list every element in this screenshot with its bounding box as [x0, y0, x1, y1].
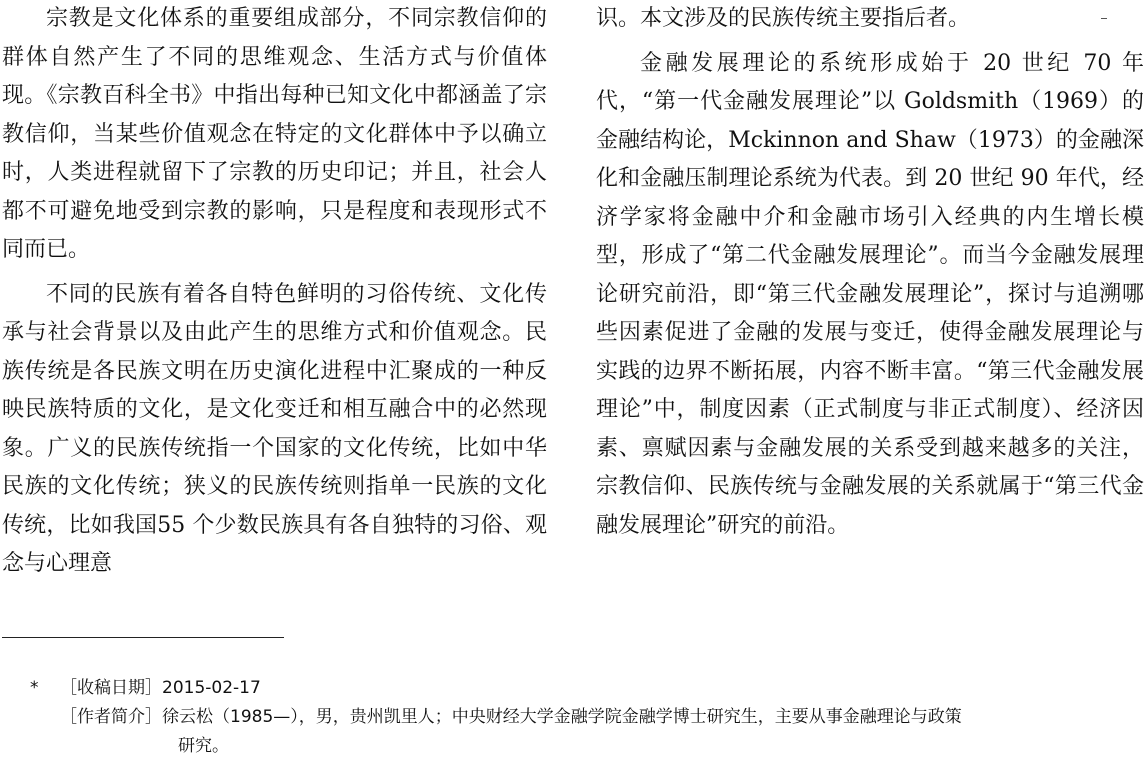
footnote-asterisk: *: [30, 678, 39, 698]
footnote-divider: [2, 637, 284, 638]
footnote-author: [30, 703, 1142, 761]
author-bio: 徐云松（1985—），男，贵州凯里人；中央财经大学金融学院金融学博士研究生，主要从事金融理论与政策: [162, 707, 962, 727]
received-label: ［收稿日期］: [60, 678, 162, 698]
body-paragraph-financial-theory: 金融发展理论的系统形成始于 20 世纪 70 年代，“第一代金融发展理论”以 Goldsmith（1969）的金融结构论，Mckinnon and Shaw（1973）的金融深化和金融压制理论系统为代表。到 20 世纪 90 年代，经济学家将金融中介和金融市场引入经典的内生增长模型，形成了“第二代金融发展理论”。而当今金融发展理论研究前沿，即“第三代金融发展理论”，探讨与追溯哪些因素促进了金融的发展与变迁，使得金融发展理论与实践的边界不断拓展，内容不断丰富。“第三代金融发展理论”中，制度因素（正式制度与非正式制度）、经济因素、禀赋因素与金融发展的关系受到越来越多的关注，宗教信仰、民族传统与金融发展的关系就属于“第三代金融发展理论”研究的前沿。: [596, 50, 1144, 538]
body-paragraph-ethnic-tradition: 不同的民族有着各自特色鲜明的习俗传统、文化传承与社会背景以及由此产生的思维方式和价值观念。民族传统是各民族文明在历史演化进程中汇聚成的一种反映民族特质的文化，是文化变迁和相互融合中的必然现象。广义的民族传统指一个国家的文化传统，比如中华民族的文化传统；狭义的民族传统则指单一民族的文化传统，比如我国55 个少数民族具有各自独特的习俗、观念与心理意: [2, 281, 547, 576]
left-text-column: [2, 0, 547, 584]
body-paragraph-religion: 宗教是文化体系的重要组成部分，不同宗教信仰的群体自然产生了不同的思维观念、生活方式与价值体现。《宗教百科全书》中指出每种已知文化中都涵盖了宗教信仰，当某些价值观念在特定的文化群体中予以确立时，人类进程就留下了宗教的历史印记；并且，社会人都不可避免地受到宗教的影响，只是程度和表现形式不同而已。: [2, 6, 547, 262]
author-bio-continued: 研究。: [178, 736, 229, 756]
print-speck: [1101, 18, 1107, 19]
footnote-received: [30, 674, 1142, 703]
body-paragraph-continuation: 识。本文涉及的民族传统主要指后者。: [596, 6, 971, 31]
author-label: ［作者简介］: [60, 707, 162, 727]
right-text-column: [596, 0, 1144, 545]
footnotes: [30, 674, 1142, 761]
received-date: 2015-02-17: [162, 678, 261, 698]
